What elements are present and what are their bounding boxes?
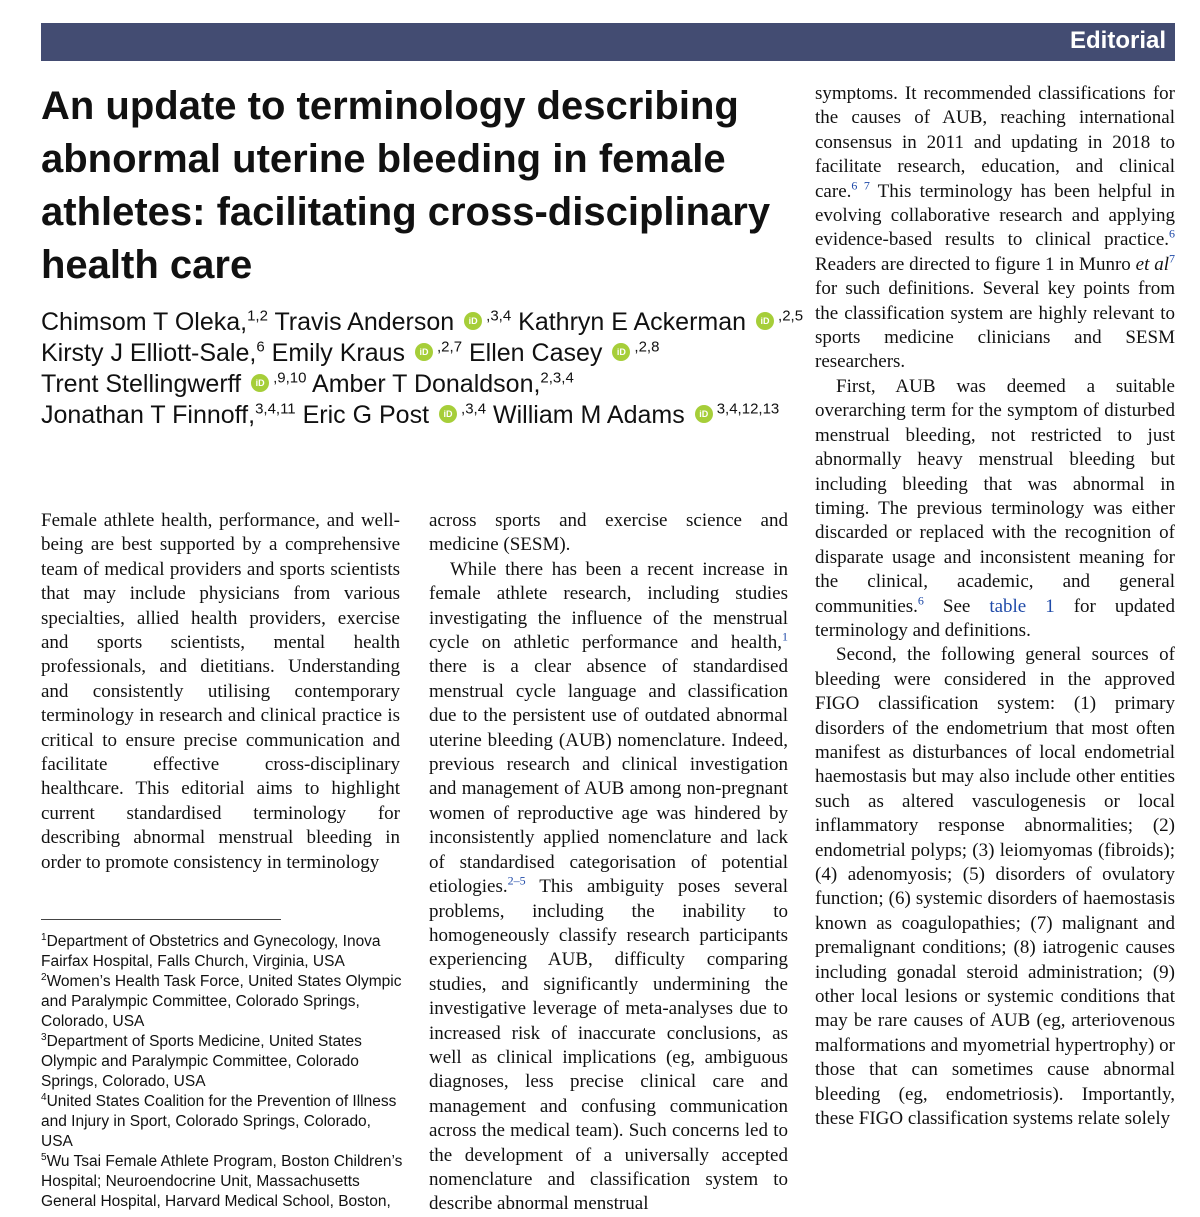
author-name[interactable]: Trent Stellingwerff bbox=[41, 370, 242, 398]
affiliation-sup: ,2,5 bbox=[778, 307, 804, 325]
affiliation-item bbox=[41, 932, 403, 972]
reference-link[interactable]: 6 bbox=[917, 593, 924, 608]
author-line-1 bbox=[41, 307, 804, 338]
affiliation-number: 1 bbox=[41, 931, 47, 943]
affiliation-number: 4 bbox=[41, 1091, 47, 1103]
body-column-3 bbox=[815, 82, 1175, 1131]
orcid-icon[interactable]: iD bbox=[464, 312, 482, 330]
affiliation-sup: ,3,4 bbox=[486, 307, 512, 325]
affiliation-sup: 3,4,12,13 bbox=[716, 400, 780, 418]
affiliation-number: 5 bbox=[41, 1151, 47, 1163]
author-name[interactable]: Chimsom T Oleka, bbox=[41, 308, 248, 336]
affiliation-sup: 3,4,11 bbox=[255, 400, 296, 418]
text-run: While there has been a recent increase in female athlete research, including studies investigating the influence of the menstrual cycle on athletic performance and health, bbox=[429, 558, 788, 654]
reference-link[interactable]: 6 7 bbox=[851, 178, 870, 193]
text-run: This terminology has been helpful in evolving collaborative research and applying evidence-based results to clinical practice. bbox=[815, 180, 1176, 251]
author-name[interactable]: Travis Anderson bbox=[274, 308, 455, 336]
affiliation-sup: ,2,7 bbox=[437, 338, 463, 356]
affiliation-text: Department of Obstetrics and Gynecology, Inova Fairfax Hospital, Falls Church, Virginia, USA bbox=[41, 933, 381, 970]
affiliation-text: Wu Tsai Female Athlete Program, Boston Children’s Hospital; Neuroendocrine Unit, Massachusetts General Hospital, Harvard Medical School, Boston, bbox=[41, 1153, 403, 1210]
affiliation-item bbox=[41, 1152, 403, 1212]
affiliation-sup: ,3,4 bbox=[461, 400, 487, 418]
author-name[interactable]: Jonathan T Finnoff, bbox=[41, 401, 256, 429]
body-column-1 bbox=[41, 509, 400, 875]
et-al: et al bbox=[1135, 253, 1169, 275]
affiliation-sup: 1,2 bbox=[247, 307, 268, 325]
author-name[interactable]: Eric G Post bbox=[302, 401, 430, 429]
paragraph bbox=[815, 375, 1175, 643]
text-run: See bbox=[923, 595, 990, 617]
author-name[interactable]: William M Adams bbox=[493, 401, 685, 429]
reference-link[interactable]: 6 bbox=[1169, 227, 1175, 242]
author-name[interactable]: Amber T Donaldson, bbox=[312, 370, 541, 398]
orcid-icon[interactable]: iD bbox=[612, 343, 630, 361]
text-run: there is a clear absence of standardised menstrual cycle language and classification due to the persistent use of outdated abnormal uterine bleeding (AUB) nomenclature. Indeed, previous research and clinical investigation and management of AUB among non-pregnant women of reproductive age was hindered by inconsistently applied nomenclature and lack of standardised categorisation of potential etiologies. bbox=[429, 656, 788, 898]
orcid-icon[interactable]: iD bbox=[439, 405, 457, 423]
author-name[interactable]: Kathryn E Ackerman bbox=[518, 308, 747, 336]
text-run: First, AUB was deemed a suitable overarching term for the symptom of disturbed menstrual bleeding, not restricted to just abnormally heavy menstrual bleeding but including bleeding that was abnormal in timing. The previous terminology was either discarded or replaced with the recognition of disparate usage and inconsistent meaning for the clinical, academic, and general communities. bbox=[815, 375, 1175, 617]
text-run: for such definitions. Several key points from the classification system are highly relevant to sports medicine clinicians and SESM researchers. bbox=[815, 278, 1175, 373]
affiliation-text: Women’s Health Task Force, United States Olympic and Paralympic Committee, Colorado Springs, Colorado, USA bbox=[41, 973, 402, 1030]
author-name[interactable]: Emily Kraus bbox=[271, 339, 406, 367]
author-line-3 bbox=[41, 369, 801, 400]
paragraph: across sports and exercise science and medicine (SESM). bbox=[429, 510, 788, 556]
affiliation-item bbox=[41, 1032, 403, 1092]
author-line-4 bbox=[41, 400, 801, 431]
affiliation-number: 2 bbox=[41, 971, 47, 983]
orcid-icon[interactable]: iD bbox=[415, 343, 433, 361]
reference-link[interactable]: 2–5 bbox=[507, 873, 526, 888]
affiliation-sup: 2,3,4 bbox=[540, 369, 574, 387]
paragraph: Second, the following general sources of bleeding were considered in the approved FIGO classification system: (1) primary disorders of the endometrium that most often manifest as disturbances of local endometrial haemostasis but may also include other entities such as altered vasculogenesis or local inflammatory response abnormalities; (2) endometrial polyps; (3) leiomyomas (fibroids); (4) adenomyosis; (5) disorders of ovulatory function; (6) systemic disorders of haemostasis known as coagulopathies; (7) malignant and premalignant conditions; (8) iatrogenic causes including gonadal steroid administration; (9) other local lesions or systemic conditions that may be rare causes of AUB (eg, arteriovenous malformations and myometrial hypertrophy) or those that can sometimes cause abnormal bleeding (eg, endometriosis). Importantly, these FIGO classification systems relate solely bbox=[815, 644, 1175, 1130]
author-line-2 bbox=[41, 338, 801, 369]
text-run: symptoms. It recommended classifications for the causes of AUB, reaching international consensus in 2011 and updating in 2018 to facilitate research, education, and clinical care. bbox=[815, 83, 1175, 202]
affiliation-item bbox=[41, 972, 403, 1032]
affiliation-text: United States Coalition for the Prevention of Illness and Injury in Sport, Colorado Springs, Colorado, USA bbox=[41, 1093, 397, 1150]
table-1-link[interactable]: table 1 bbox=[989, 595, 1055, 617]
paragraph bbox=[815, 82, 1175, 375]
affiliation-text: Department of Sports Medicine, United States Olympic and Paralympic Committee, Colorado Springs, Colorado, USA bbox=[41, 1033, 362, 1090]
section-label: Editorial bbox=[1069, 27, 1166, 54]
paragraph: Female athlete health, performance, and well-being are best supported by a comprehensive team of medical providers and sports scientists that may include physicians from various specialties, allied health providers, exercise and sports scientists, mental health professionals, and dietitians. Understanding and consistently utilising contemporary terminology in research and clinical practice is critical to ensure precise communication and facilitate effective cross-disciplinary healthcare. This editorial aims to highlight current standardised terminology for describing abnormal menstrual bleeding in order to promote consistency in terminology bbox=[41, 510, 400, 873]
affiliation-sup: ,9,10 bbox=[273, 369, 307, 387]
orcid-icon[interactable]: iD bbox=[756, 312, 774, 330]
orcid-icon[interactable]: iD bbox=[251, 374, 269, 392]
text-run: This ambiguity poses several problems, including the inability to homogeneously classify research participants experiencing AUB, difficulty comparing studies, and significantly undermining the investigative leverage of meta-analyses due to increased risk of inaccurate conclusions, as well as clinical implications (eg, ambiguous diagnoses, less precise clinical care and management and confusing communication across the medical team). Such concerns led to the development of a universally accepted nomenclature and classification system to describe abnormal menstrual bbox=[429, 876, 788, 1215]
author-name[interactable]: Ellen Casey bbox=[469, 339, 603, 367]
affiliation-sup: ,2,8 bbox=[634, 338, 660, 356]
paragraph bbox=[429, 558, 788, 1217]
text-run: Readers are directed to figure 1 in Munro bbox=[815, 253, 1136, 275]
body-column-2 bbox=[429, 509, 788, 1217]
footnote-divider bbox=[41, 919, 281, 920]
affiliation-sup: 6 bbox=[256, 338, 265, 356]
author-name[interactable]: Kirsty J Elliott-Sale, bbox=[41, 339, 257, 367]
reference-link[interactable]: 1 bbox=[782, 629, 788, 644]
section-header-bar bbox=[41, 23, 1175, 61]
article-title: An update to terminology describing abnormal uterine bleeding in female athletes: facilitating cross-disciplinary health care bbox=[41, 84, 771, 287]
affiliation-item bbox=[41, 1092, 403, 1152]
affiliation-number: 3 bbox=[41, 1031, 47, 1043]
affiliations-list bbox=[41, 932, 403, 1212]
author-list bbox=[41, 307, 804, 431]
reference-link[interactable]: 7 bbox=[1169, 251, 1175, 266]
text-run: for updated terminology and definitions. bbox=[815, 595, 1175, 641]
orcid-icon[interactable]: iD bbox=[695, 405, 713, 423]
